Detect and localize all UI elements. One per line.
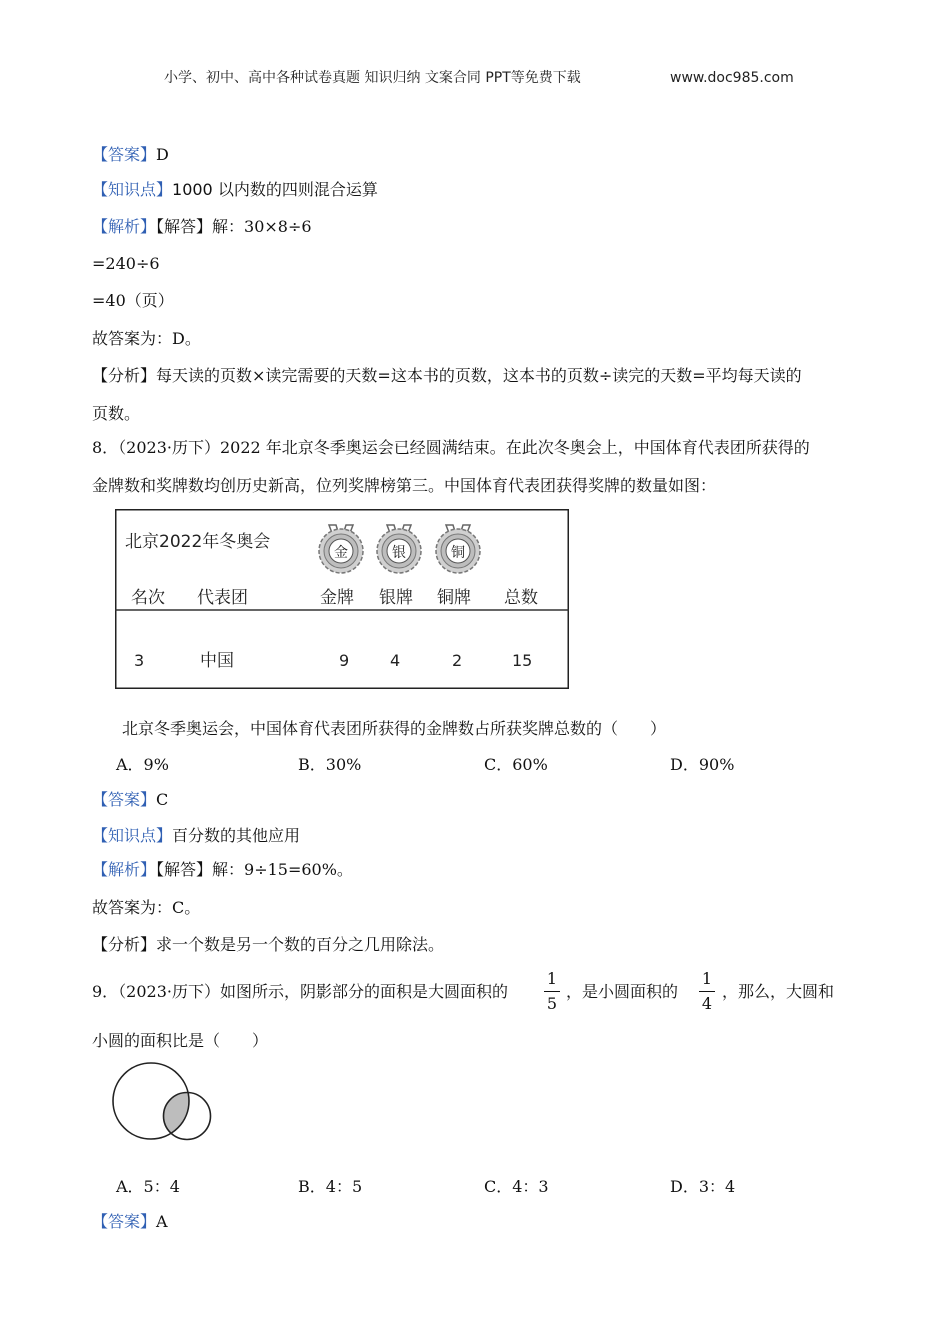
header-total: 总数 bbox=[504, 588, 538, 608]
fraction-bar bbox=[699, 991, 715, 992]
cell-bronze: 2 bbox=[452, 651, 463, 670]
cell-total: 15 bbox=[512, 651, 533, 670]
q8-fenxi: 【分析】求一个数是另一个数的百分之几用除法。 bbox=[92, 935, 445, 954]
q9-fraction-1 bbox=[543, 971, 561, 1012]
q8-option-c[interactable]: C．60% bbox=[484, 755, 548, 774]
analysis-value: 【解答】解：30×8÷6 bbox=[156, 217, 312, 236]
fraction-bar bbox=[544, 991, 560, 992]
fraction-denominator: 5 bbox=[546, 994, 558, 1013]
q8-option-d[interactable]: D．90% bbox=[670, 755, 735, 774]
q9-stem-part-1: 9．（2023·历下）如图所示，阴影部分的面积是大圆面积的 bbox=[92, 982, 508, 1001]
q9-option-d[interactable]: D．3：4 bbox=[670, 1177, 736, 1196]
medal-table bbox=[115, 509, 569, 689]
q8-option-a[interactable]: A．9% bbox=[116, 755, 169, 774]
analysis-value: 【解答】解：9÷15=60%。 bbox=[156, 860, 353, 879]
analysis-tag: 【解析】 bbox=[92, 860, 157, 879]
knowledge-value: 1000 以内数的四则混合运算 bbox=[172, 180, 378, 199]
header-gold: 金牌 bbox=[320, 588, 354, 608]
knowledge-tag: 【知识点】 bbox=[92, 180, 173, 199]
q9-stem-part-3: ，那么，大圆和 bbox=[722, 982, 835, 1001]
answer-tag: 【答案】 bbox=[92, 145, 157, 164]
q8-option-b[interactable]: B．30% bbox=[298, 755, 362, 774]
q9-stem-part-2: ，是小圆面积的 bbox=[566, 982, 679, 1001]
analysis-tag: 【解析】 bbox=[92, 217, 157, 236]
fraction-numerator: 1 bbox=[701, 969, 713, 988]
answer-value: A bbox=[156, 1212, 168, 1231]
q7-conclusion: 故答案为：D。 bbox=[92, 329, 201, 348]
fraction-denominator: 4 bbox=[701, 994, 713, 1013]
q8-stem-line-1: 8．（2023·历下）2022 年北京冬季奥运会已经圆满结束。在此次冬奥会上，中国体育代表团所获得的 bbox=[92, 438, 810, 457]
header-delegation: 代表团 bbox=[197, 588, 248, 608]
q7-step-1: =240÷6 bbox=[92, 254, 160, 273]
cell-gold: 9 bbox=[339, 651, 350, 670]
knowledge-tag: 【知识点】 bbox=[92, 826, 173, 845]
q7-fenxi-cont: 页数。 bbox=[92, 404, 141, 423]
q9-option-a[interactable]: A．5：4 bbox=[116, 1177, 180, 1196]
q8-analysis bbox=[92, 862, 353, 878]
q8-question: 北京冬季奥运会，中国体育代表团所获得的金牌数占所获奖牌总数的（ ） bbox=[122, 719, 667, 738]
header-silver: 银牌 bbox=[379, 588, 413, 608]
fraction-numerator: 1 bbox=[546, 969, 558, 988]
q9-fraction-2 bbox=[698, 971, 716, 1012]
medal-table-graphic bbox=[115, 509, 569, 689]
q7-knowledge-point bbox=[92, 182, 378, 198]
q7-step-2: =40（页） bbox=[92, 291, 174, 310]
q7-answer bbox=[92, 147, 169, 163]
cell-silver: 4 bbox=[390, 651, 401, 670]
header-bronze: 铜牌 bbox=[437, 588, 471, 608]
silver-medal-label: 银 bbox=[392, 545, 406, 561]
header-rank: 名次 bbox=[131, 588, 165, 608]
q9-answer bbox=[92, 1214, 168, 1230]
gold-medal-label: 金 bbox=[334, 545, 348, 561]
answer-value: D bbox=[156, 145, 169, 164]
bronze-medal-label: 铜 bbox=[451, 545, 465, 561]
cell-rank: 3 bbox=[134, 651, 145, 670]
table-title: 北京2022年冬奥会 bbox=[125, 532, 271, 552]
page-header-title: 小学、初中、高中各种试卷真题 知识归纳 文案合同 PPT等免费下载 bbox=[164, 70, 581, 86]
cell-delegation: 中国 bbox=[200, 651, 234, 671]
knowledge-value: 百分数的其他应用 bbox=[172, 826, 301, 845]
q7-analysis bbox=[92, 219, 312, 235]
q8-answer bbox=[92, 792, 168, 808]
page-header-url[interactable]: www.doc985.com bbox=[670, 70, 794, 86]
q8-stem-line-2: 金牌数和奖牌数均创历史新高，位列奖牌榜第三。中国体育代表团获得奖牌的数量如图： bbox=[92, 476, 717, 495]
answer-tag: 【答案】 bbox=[92, 790, 157, 809]
answer-tag: 【答案】 bbox=[92, 1212, 157, 1231]
q9-option-c[interactable]: C．4：3 bbox=[484, 1177, 549, 1196]
q9-option-b[interactable]: B．4：5 bbox=[298, 1177, 363, 1196]
q8-knowledge-point bbox=[92, 828, 300, 844]
q9-stem-line-2: 小圆的面积比是（ ） bbox=[92, 1031, 269, 1050]
overlapping-circles-graphic bbox=[108, 1060, 218, 1145]
q7-fenxi: 【分析】每天读的页数×读完需要的天数=这本书的页数，这本书的页数÷读完的天数=平均每天读的 bbox=[92, 366, 802, 385]
circles-figure bbox=[108, 1060, 218, 1145]
answer-value: C bbox=[156, 790, 169, 809]
q8-conclusion: 故答案为：C。 bbox=[92, 898, 201, 917]
